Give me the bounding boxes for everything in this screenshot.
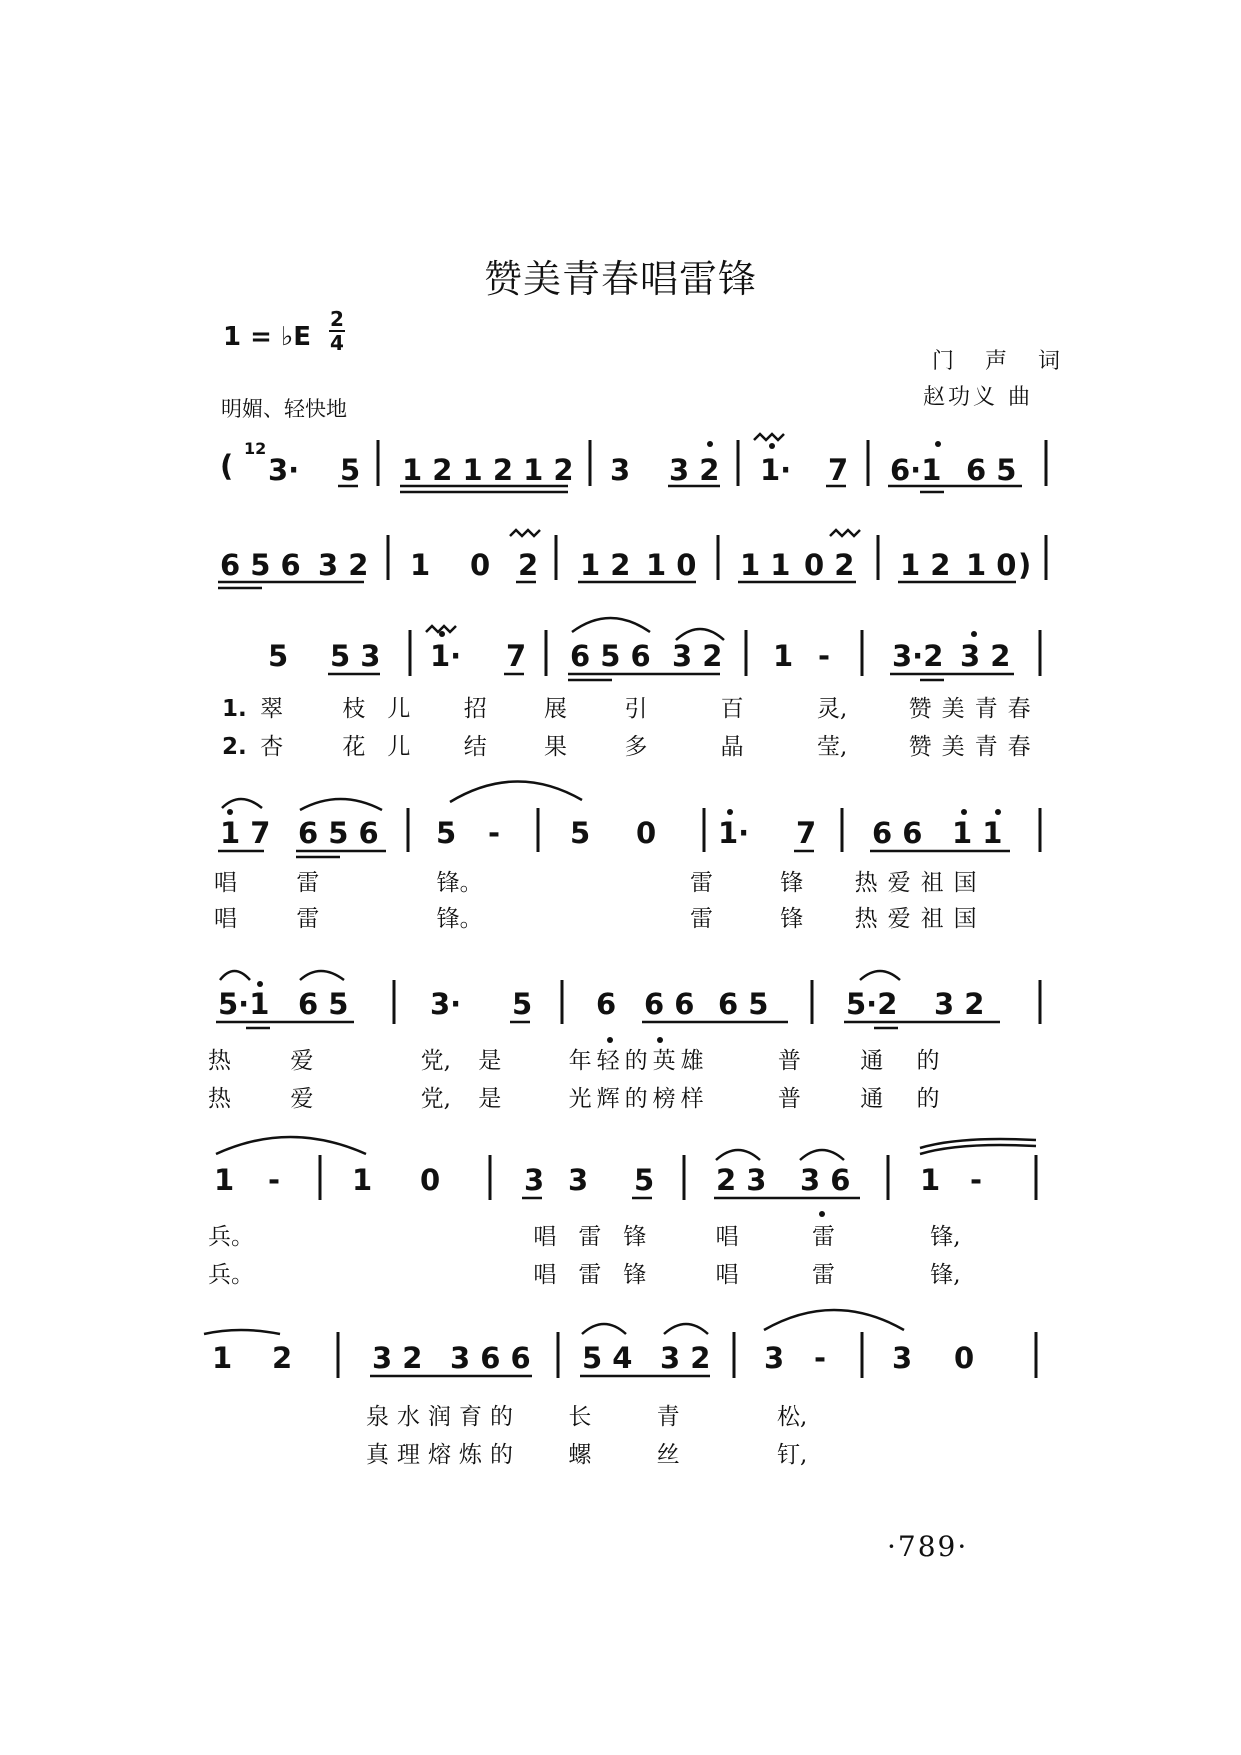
- note-group: 6 6: [872, 816, 923, 850]
- note-group: 3·2: [892, 639, 944, 673]
- note: 5: [570, 816, 591, 850]
- note: 3·: [430, 987, 462, 1021]
- note: 3·: [268, 453, 300, 487]
- note-group: 3 2: [372, 1341, 423, 1375]
- dash: -: [818, 639, 831, 673]
- grace-notes: 12: [244, 439, 267, 458]
- note-group: 6·1: [890, 453, 942, 487]
- note: 7: [796, 816, 817, 850]
- note: 1·: [760, 453, 792, 487]
- note: 1: [214, 1163, 235, 1197]
- lyric-line-3-verse-2: 2. 杏 花儿 结 果 多 晶 莹, 赞美青春: [222, 734, 1041, 760]
- note-group: 3 6: [800, 1163, 851, 1197]
- tempo-marking: 明媚、轻快地: [221, 397, 347, 421]
- note-group: 6 5 6: [298, 816, 379, 850]
- dash: -: [970, 1163, 983, 1197]
- note-group: 3 2: [318, 548, 369, 582]
- note-group: 1 7: [220, 816, 271, 850]
- note-group: 3 2: [960, 639, 1011, 673]
- page-number: ·789·: [887, 1530, 969, 1563]
- note-group: 1 0: [966, 548, 1017, 582]
- lyric-line-6-verse-2: 兵。 唱雷锋 唱 雷 锋,: [208, 1262, 961, 1288]
- close-paren: ): [1018, 548, 1032, 582]
- note: 5: [268, 639, 289, 673]
- note: 1: [352, 1163, 373, 1197]
- note: 3: [610, 453, 631, 487]
- note-group: 5 4: [582, 1341, 633, 1375]
- note: 1: [212, 1341, 233, 1375]
- note: 3: [764, 1341, 785, 1375]
- note-group: 5·1: [218, 987, 270, 1021]
- note-group: 6 5 6: [220, 548, 301, 582]
- note: 3: [892, 1341, 913, 1375]
- note-group: 0 2: [804, 548, 855, 582]
- note-group: 1 2: [900, 548, 951, 582]
- lyric-line-4-verse-2: 唱 雷 锋。 雷 锋 热爱祖国: [214, 906, 987, 932]
- note-group: 6 5 6: [570, 639, 651, 673]
- note-group: 1 1: [952, 816, 1003, 850]
- note-group: 3 2: [660, 1341, 711, 1375]
- time-top: 2: [330, 307, 344, 331]
- note-group: 5·2: [846, 987, 898, 1021]
- note: 1·: [430, 639, 462, 673]
- note: 5: [340, 453, 361, 487]
- note-group: 3 2: [934, 987, 985, 1021]
- note: 2: [518, 548, 539, 582]
- note: 1: [773, 639, 794, 673]
- note-group: 2 3: [716, 1163, 767, 1197]
- lyric-line-3-verse-1: 1. 翠 枝儿 招 展 引 百 灵, 赞美青春: [222, 696, 1041, 722]
- key-label: 1 = ♭E: [223, 322, 312, 352]
- note: 0: [954, 1341, 975, 1375]
- note-group: 6 5: [966, 453, 1017, 487]
- composer-credit: 赵功义 曲: [923, 385, 1033, 410]
- note: 5: [436, 816, 457, 850]
- note-group: 3 6 6: [450, 1341, 531, 1375]
- note: 2: [272, 1341, 293, 1375]
- note-group: 3 2: [672, 639, 723, 673]
- note: 0: [420, 1163, 441, 1197]
- note: 1: [410, 548, 431, 582]
- lyric-line-6-verse-1: 兵。 唱雷锋 唱 雷 锋,: [208, 1224, 961, 1250]
- note: 6: [596, 987, 617, 1021]
- lyric-line-7-verse-1: 泉水润育的 长 青 松,: [366, 1404, 808, 1430]
- note-group: 6 5: [718, 987, 769, 1021]
- open-paren: (: [220, 449, 234, 483]
- note-group: 6 5: [298, 987, 349, 1021]
- note-group: 5 3: [330, 639, 381, 673]
- lyric-line-7-verse-2: 真理熔炼的 螺 丝 钉,: [366, 1442, 808, 1468]
- note-group: 1 0: [646, 548, 697, 582]
- note: 1·: [718, 816, 750, 850]
- note-group: 3 2: [669, 453, 720, 487]
- lyricist-credit: 门 声 词: [932, 349, 1072, 374]
- dash: -: [488, 816, 501, 850]
- dash: -: [814, 1341, 827, 1375]
- note: 5: [634, 1163, 655, 1197]
- note: 1: [920, 1163, 941, 1197]
- lyric-line-5-verse-2: 热 爱 党, 是 光辉的榜样 普 通 的: [208, 1086, 940, 1112]
- note-group: 1 2 1 2 1 2: [402, 453, 574, 487]
- note: 3: [524, 1163, 545, 1197]
- note: 7: [828, 453, 849, 487]
- lyric-line-4-verse-1: 唱 雷 锋。 雷 锋 热爱祖国: [214, 870, 987, 896]
- note-group: 1 1: [740, 548, 791, 582]
- dash: -: [268, 1163, 281, 1197]
- lyric-line-5-verse-1: 热 爱 党, 是 年轻的英雄 普 通 的: [208, 1048, 940, 1074]
- song-title: 赞美青春唱雷锋: [483, 257, 757, 301]
- note: 0: [636, 816, 657, 850]
- note: 3: [568, 1163, 589, 1197]
- note-group: 1 2: [580, 548, 631, 582]
- note: 7: [506, 639, 527, 673]
- note: 5: [512, 987, 533, 1021]
- time-bottom: 4: [330, 331, 344, 355]
- note: 0: [470, 548, 491, 582]
- note-group: 6 6: [644, 987, 695, 1021]
